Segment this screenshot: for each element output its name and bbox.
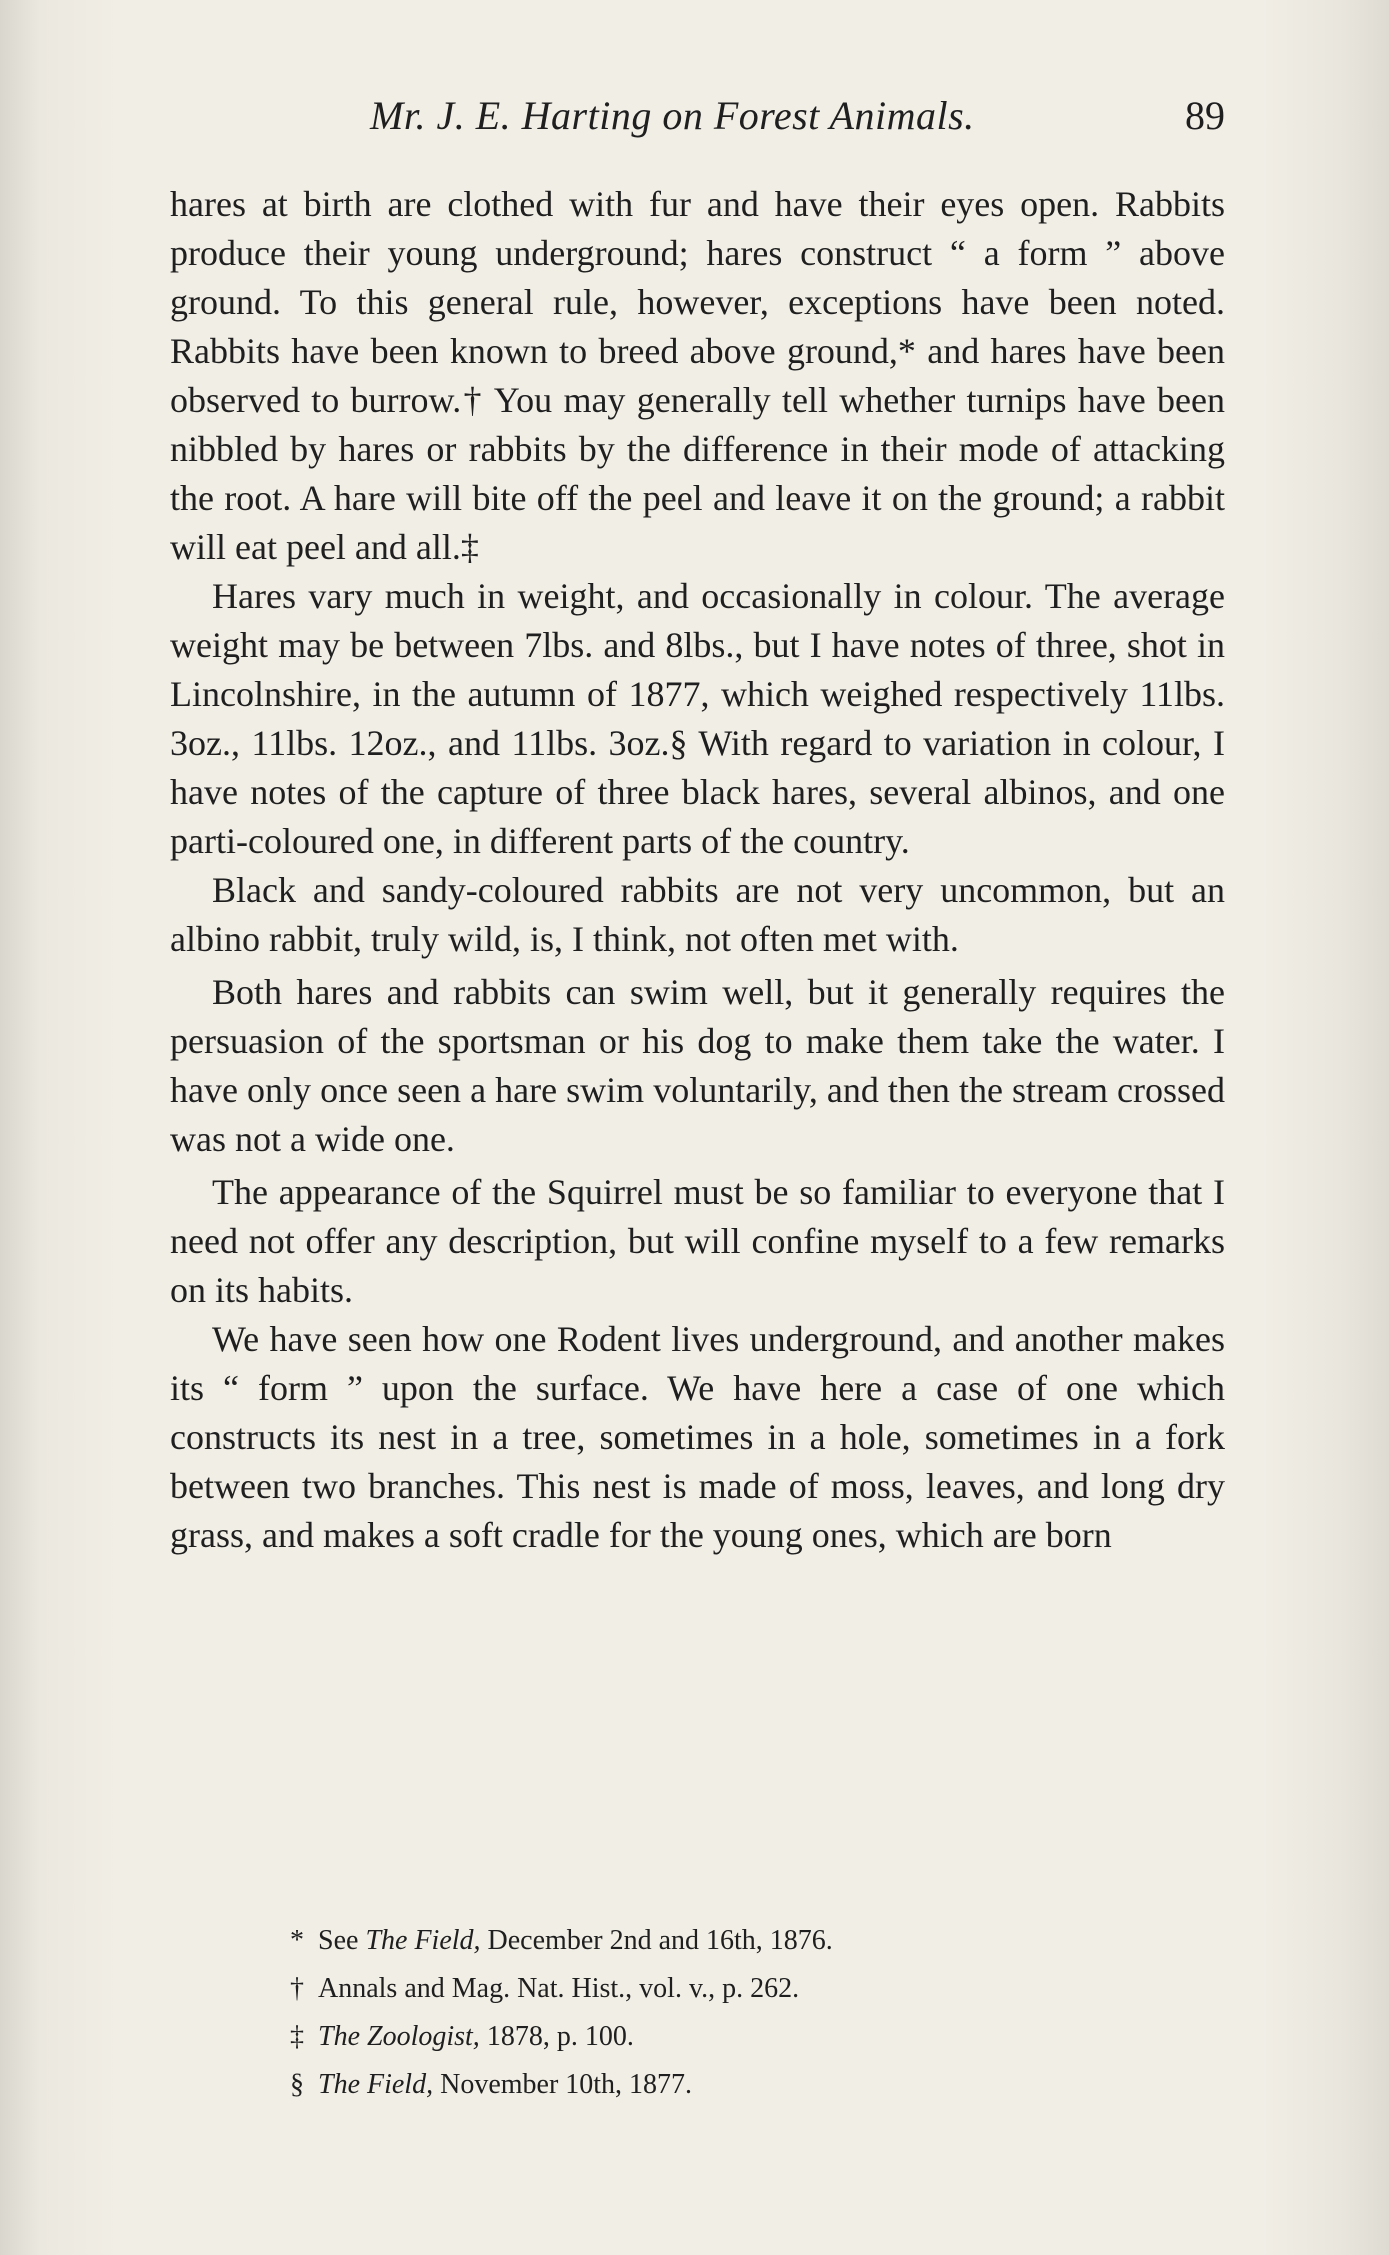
- footnote-mark: *: [290, 1925, 304, 1956]
- footnote-mark: §: [290, 2069, 304, 2100]
- footnote-text: November 10th, 1877.: [433, 2069, 693, 2100]
- footnotes: [290, 1917, 1190, 2109]
- page-header: [170, 92, 1225, 148]
- footnote-source: The Field,: [318, 2069, 434, 2100]
- body-text: [170, 180, 1225, 1560]
- footnote: [290, 2013, 1190, 2061]
- footnote-prefix: See: [318, 1925, 366, 1956]
- footnote-text: December 2nd and 16th, 1876.: [480, 1925, 833, 1956]
- footnote-mark: ‡: [290, 2021, 304, 2052]
- footnote: [290, 1917, 1190, 1965]
- running-title: Mr. J. E. Harting on Forest Animals.: [370, 93, 975, 138]
- footnote-source: The Zoologist,: [318, 2021, 480, 2052]
- paragraph: We have seen how one Rodent lives underground, and another makes its “ form ” upon the surface. We have here a case of one which constructs its nest in a tree, sometimes in a hole, sometimes in a fork between two branches. This nest is made of moss, leaves, and long dry grass, and makes a soft cradle for the young ones, which are born: [170, 1319, 1225, 1555]
- footnote-text: Annals and Mag. Nat. Hist., vol. v., p. 262.: [318, 1973, 800, 2004]
- paragraph: Both hares and rabbits can swim well, but it generally requires the persuasion of the sportsman or his dog to make them take the water. I have only once seen a hare swim voluntarily, and then the stream crossed was not a wide one.: [170, 972, 1225, 1159]
- footnote-source: The Field,: [365, 1925, 481, 1956]
- paragraph: Black and sandy-coloured rabbits are not very uncommon, but an albino rabbit, truly wild, is, I think, not often met with.: [170, 870, 1225, 959]
- paragraph: hares at birth are clothed with fur and have their eyes open. Rabbits produce their young underground; hares construct “ a form ” above ground. To this general rule, however, exceptions have been noted. Rabbits have been known to breed above ground,* and hares have been observed to burrow.† You may generally tell whether turnips have been nibbled by hares or rabbits by the difference in their mode of attacking the root. A hare will bite off the peel and leave it on the ground; a rabbit will eat peel and all.‡: [170, 184, 1225, 567]
- footnote: [290, 2061, 1190, 2109]
- page-number: 89: [1185, 93, 1225, 138]
- footnote-text: 1878, p. 100.: [479, 2021, 634, 2052]
- footnote: [290, 1965, 1190, 2013]
- paragraph: The appearance of the Squirrel must be so familiar to everyone that I need not offer any description, but will confine myself to a few remarks on its habits.: [170, 1172, 1225, 1310]
- footnote-mark: †: [290, 1973, 304, 2004]
- paragraph: Hares vary much in weight, and occasionally in colour. The average weight may be between 7lbs. and 8lbs., but I have notes of three, shot in Lincolnshire, in the autumn of 1877, which weighed respectively 11lbs. 3oz., 11lbs. 12oz., and 11lbs. 3oz.§ With regard to variation in colour, I have notes of the capture of three black hares, several albinos, and one parti-coloured one, in different parts of the country.: [170, 576, 1225, 861]
